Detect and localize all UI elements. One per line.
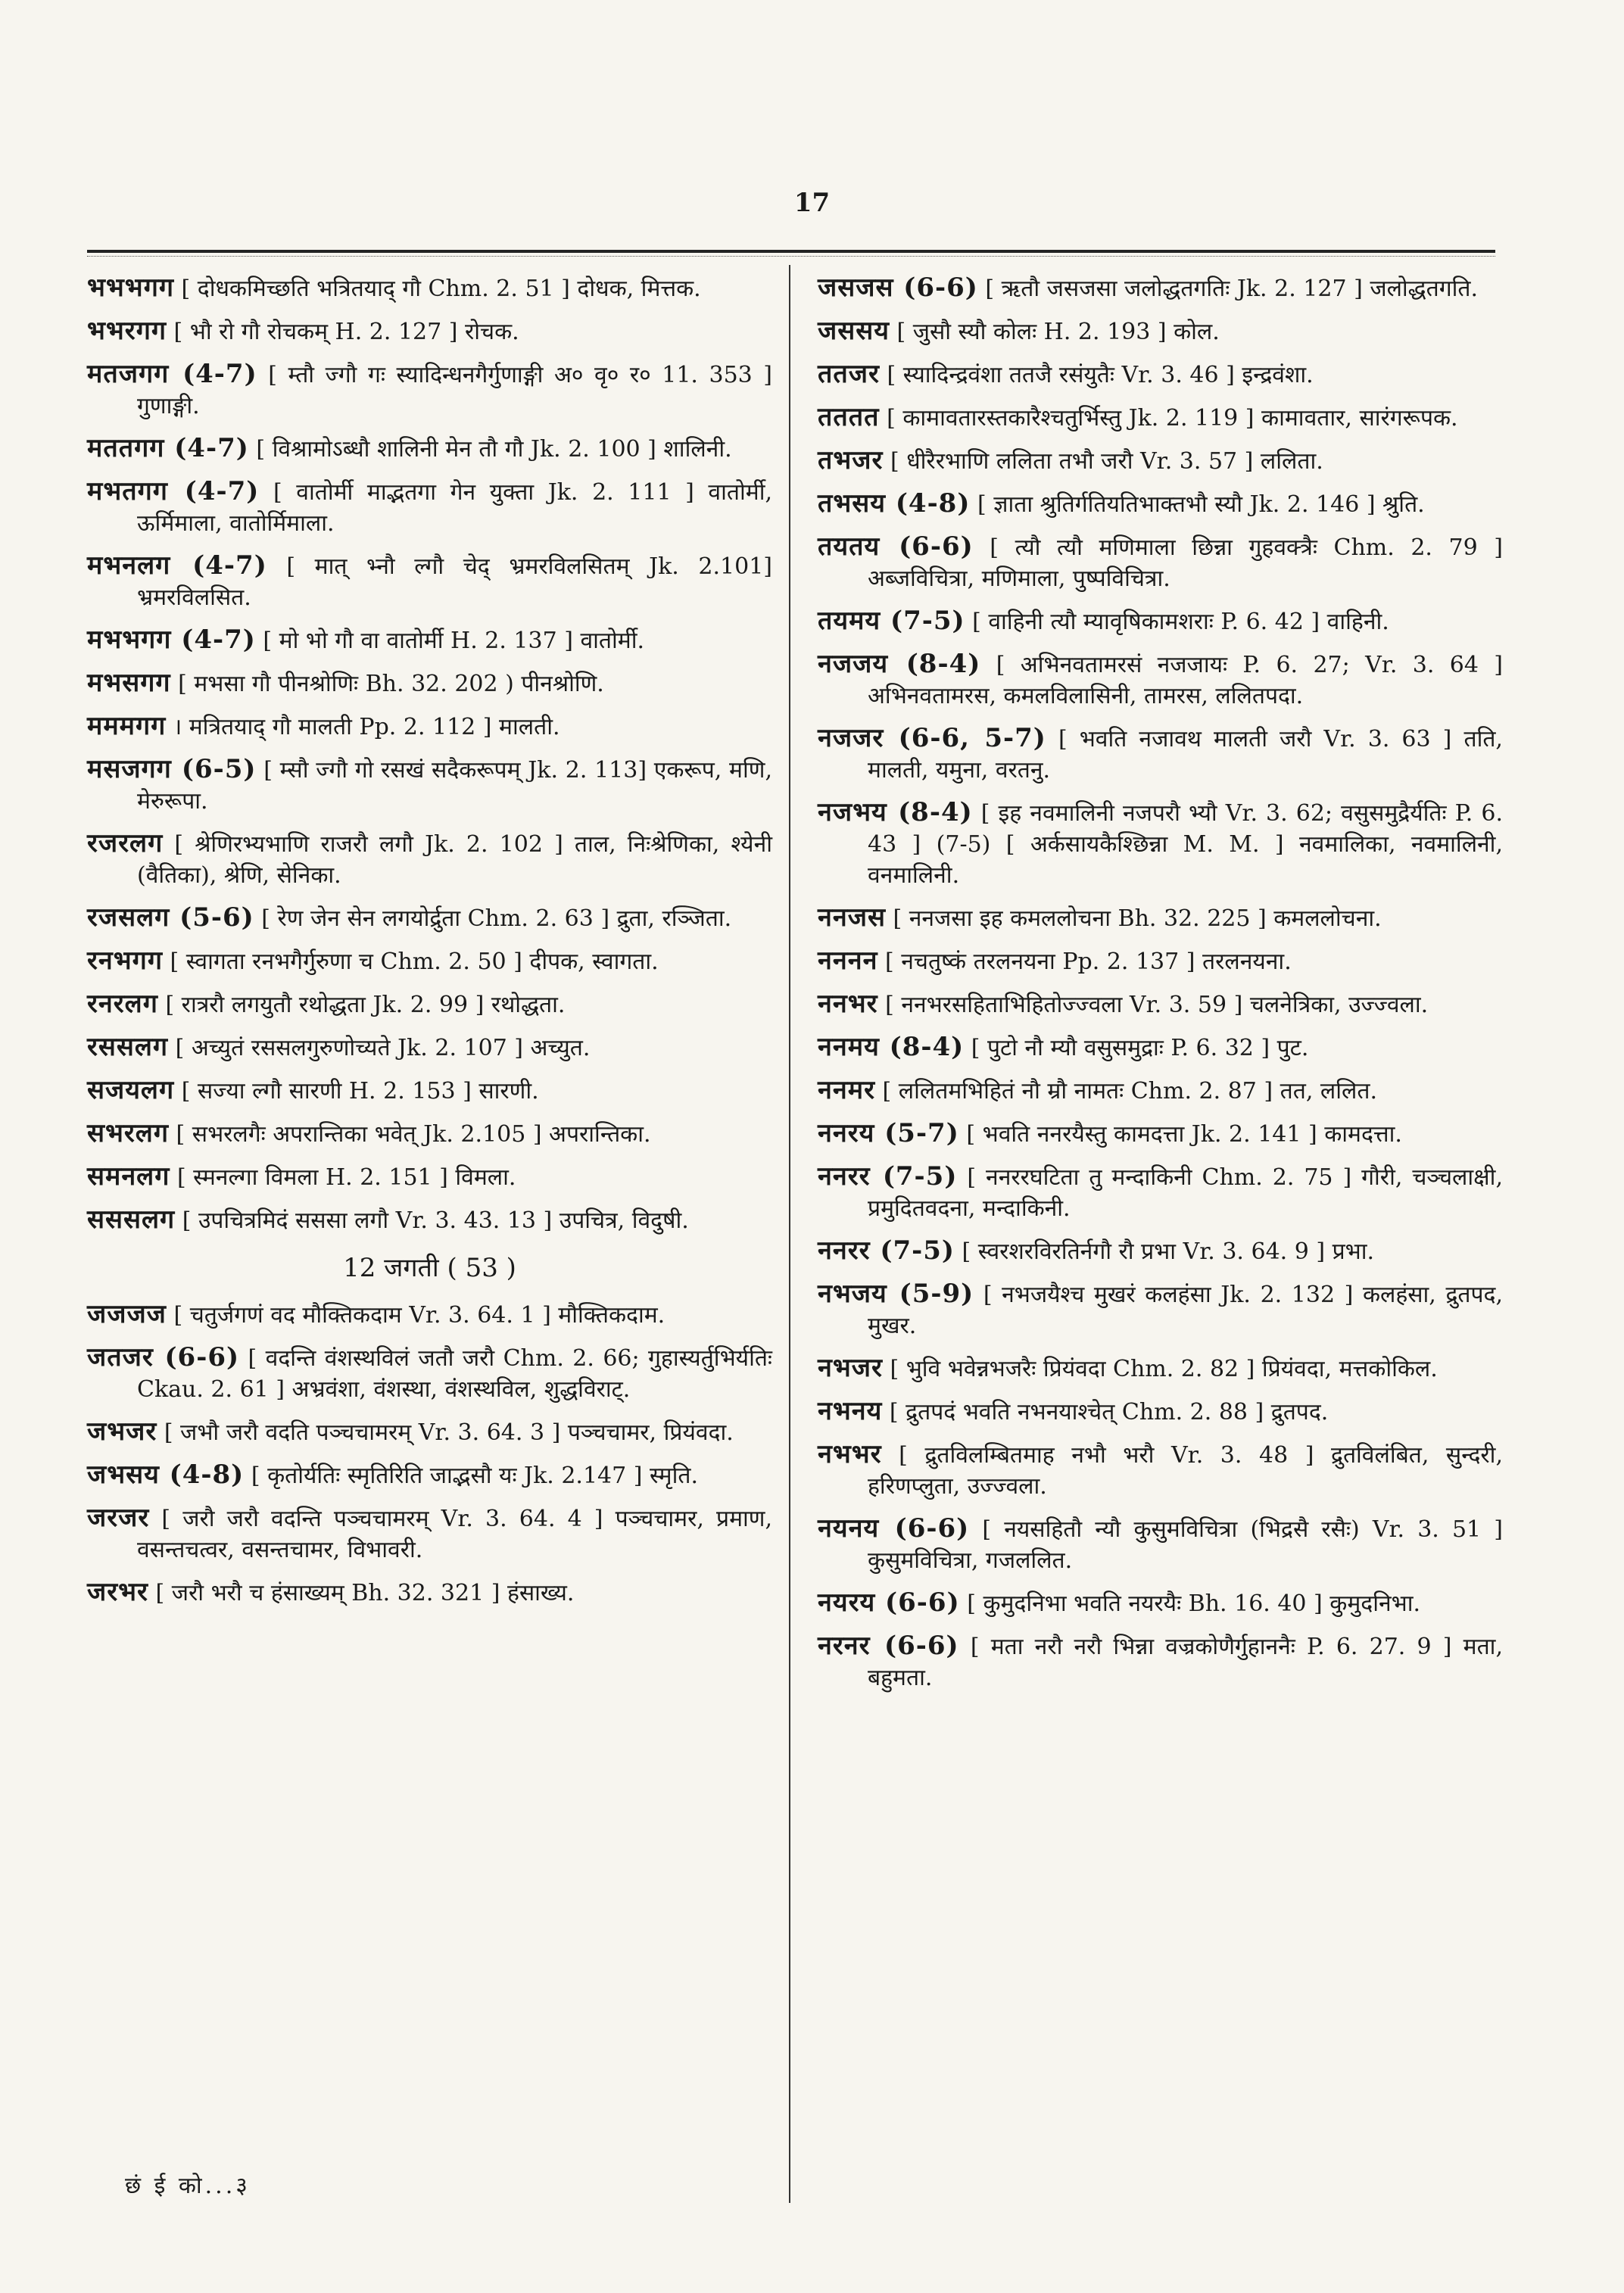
meter-pattern: नरनर (6-6) [818,1631,959,1661]
entry-text: [ रात्ररौ लगयुतौ रथोद्धता Jk. 2. 99 ] रथोद्धता. [165,992,566,1018]
entry-text: [ अभिनवतामरसं नजजायः P. 6. 27; Vr. 3. 64 ] अभिनवतामरस, कमलविलासिनी, तामरस, ललितपदा. [868,652,1503,709]
meter-pattern: नयनय (6-6) [818,1513,970,1544]
entry-text: [ नचतुष्कं तरलनयना Pp. 2. 137 ] तरलनयना. [885,949,1292,975]
meter-pattern: नजजर (6-6, 5-7) [818,723,1046,753]
entry-text: [ स्यादिन्द्रवंशा ततजै रसंयुतैः Vr. 3. 46 ] इन्द्रवंशा. [887,362,1314,388]
page-number: 17 [793,188,831,218]
meter-pattern: मसजगग (6-5) [87,754,257,784]
dictionary-entry [87,1161,772,1193]
meter-pattern: भभरगग [87,316,167,346]
dictionary-entry [87,668,772,699]
dictionary-entry [818,402,1503,434]
dictionary-entry [87,1204,772,1236]
entry-text: [ भौ रो गौ रोचकम् H. 2. 127 ] रोचक. [173,319,519,345]
meter-pattern: तयमय (7-5) [818,606,965,636]
dictionary-entry [87,316,772,347]
dictionary-entry [87,273,772,304]
meter-pattern: मममगग [87,711,167,741]
meter-pattern: नभनय [818,1396,883,1426]
dictionary-entry [818,488,1503,520]
meter-pattern: ननरर (7-5) [818,1235,955,1266]
entry-text: [ रेण जेन सेन लगयोर्द्रुता Chm. 2. 63 ] द्रुता, रञ्जिता. [261,905,732,932]
right-column [818,273,1503,1705]
meter-pattern: नभजय (5-9) [818,1279,974,1309]
meter-pattern: जभसय (4-8) [87,1460,245,1490]
dictionary-entry [87,1342,772,1405]
entry-text: [ ललितमभिहितं नौ म्रौ नामतः Chm. 2. 87 ] तत, ललित. [882,1078,1377,1104]
entry-text: [ विश्रामोऽब्धौ शालिनी मेन तौ गौ Jk. 2. 100 ] शालिनी. [256,436,732,463]
meter-pattern: रससलग [87,1032,169,1062]
meter-pattern: जभजर [87,1416,157,1447]
column-divider [789,265,790,2203]
dictionary-entry [87,1118,772,1150]
entry-text: [ धीरैरभाणि ललिता तभौ जरौ Vr. 3. 57 ] ललिता. [890,448,1323,475]
entry-text: [ पुटो नौ म्यौ वसुसमुद्राः P. 6. 32 ] पुट. [971,1035,1309,1061]
entry-text: [ म्तौ ज्गौ गः स्यादिन्धनगैर्गुणाङ्गी अ० वृ० र० 11. 353 ] गुणाङ्गी. [137,362,772,419]
meter-pattern: जरजर [87,1503,150,1533]
dictionary-entry [818,1396,1503,1428]
dictionary-entry [87,754,772,817]
entry-text: [ त्यौ त्यौ मणिमाला छिन्ना गुहवक्त्रैः Chm. 2. 79 ] अब्जविचित्रा, मणिमाला, पुष्पविचित्रा. [868,534,1503,592]
meter-pattern: ननजस [818,902,886,933]
dictionary-entry [87,711,772,743]
meter-pattern: तयतय (6-6) [818,531,974,562]
meter-pattern: मततगग (4-7) [87,433,249,463]
entry-text: [ वातोर्मी माद्भतगा गेन युक्ता Jk. 2. 111 ] वातोर्मी, ऊर्मिमाला, वातोर्मिमाला. [137,479,772,537]
left-column [87,273,772,1620]
entry-text: [ ननभरसहिताभिहितोज्ज्वला Vr. 3. 59 ] चलनेत्रिका, उज्ज्वला. [885,992,1429,1018]
entry-text: [ स्वरशरविरतिर्नगौ रौ प्रभा Vr. 3. 64. 9 ] प्रभा. [962,1238,1375,1265]
entry-text: [ ननजसा इह कमललोचना Bh. 32. 225 ] कमललोचना. [893,905,1382,932]
meter-pattern: तभसय (4-8) [818,488,971,519]
meter-pattern: रनभगग [87,946,163,976]
meter-pattern: रनरलग [87,989,158,1019]
dictionary-entry [818,1235,1503,1267]
meter-pattern: समनलग [87,1161,170,1192]
dictionary-entry [818,1631,1503,1693]
dictionary-entry [818,1587,1503,1619]
dictionary-entry [87,946,772,977]
meter-pattern: जसजस (6-6) [818,273,978,303]
dictionary-entry [818,1279,1503,1341]
dictionary-entry [87,989,772,1020]
meter-pattern: ननरय (5-7) [818,1118,959,1148]
dictionary-entry [87,1299,772,1331]
entry-text: [ वाहिनी त्यौ म्यावृषिकामशराः P. 6. 42 ] वाहिनी. [972,609,1389,635]
section-heading: 12 जगती ( 53 ) [343,1253,516,1283]
meter-pattern: भभभगग [87,273,174,303]
meter-pattern: जरभर [87,1577,148,1607]
meter-pattern: जससय [818,316,890,346]
entry-text: [ जरौ भरौ च हंसाख्यम् Bh. 32. 321 ] हंसाख्य. [155,1580,575,1606]
meter-pattern: मभनलग (4-7) [87,550,267,581]
dictionary-entry [87,1503,772,1566]
entry-text: [ म्सौ ज्गौ गो रसखं सदैकरूपम् Jk. 2. 113] एकरूप, मणि, मेरुरूपा. [137,757,772,815]
dictionary-entry [87,433,772,465]
entry-text: [ ननररघटिता तु मन्दाकिनी Chm. 2. 75 ] गौरी, चञ्चलाक्षी, प्रमुदितवदना, मन्दाकिनी. [868,1164,1503,1222]
meter-pattern: ततजर [818,359,880,389]
dictionary-entry [818,989,1503,1020]
entry-text: [ ज्ञाता श्रुतिर्गतियतिभाक्तभौ स्यौ Jk. 2. 146 ] श्रुति. [977,491,1425,518]
entry-text: [ चतुर्जगणं वद मौक्तिकदाम Vr. 3. 64. 1 ] मौक्तिकदाम. [173,1302,665,1329]
entry-text: [ सभरलगैः अपरान्तिका भवेत् Jk. 2.105 ] अपरान्तिका. [176,1121,651,1148]
dictionary-entry [818,1513,1503,1576]
meter-pattern: नजजय (8-4) [818,649,981,679]
header-rule-dotted [87,256,1495,257]
meter-pattern: ननभर [818,989,878,1019]
dictionary-entry [87,1032,772,1064]
entry-text: [ मो भो गौ वा वातोर्मी H. 2. 137 ] वातोर्मी. [263,628,645,654]
dictionary-entry [818,723,1503,786]
entry-text: [ स्मनल्गा विमला H. 2. 151 ] विमला. [176,1164,516,1191]
left-entries-2 [87,1299,772,1609]
dictionary-entry [818,1075,1503,1107]
entry-text: [ कामावतारस्तकारैश्चतुर्भिस्तु Jk. 2. 119 ] कामावतार, सारंगरूपक. [887,405,1458,431]
entry-text: [ नभजयैश्च मुखरं कलहंसा Jk. 2. 132 ] कलहंसा, द्रुतपद, मुखर. [868,1282,1503,1339]
dictionary-entry [818,606,1503,637]
entry-text: [ द्रुतपदं भवति नभनयाश्चेत् Chm. 2. 88 ] द्रुतपद. [889,1399,1329,1425]
meter-pattern: ननरर (7-5) [818,1161,958,1192]
meter-pattern: सससलग [87,1204,176,1235]
dictionary-entry [818,273,1503,304]
entry-text: [ मात् भ्नौ ल्गौ चेद् भ्रमरविलसितम् Jk. 2.101] भ्रमरविलसित. [137,553,772,611]
dictionary-entry [818,1353,1503,1385]
meter-pattern: तभजर [818,445,884,475]
entry-text: [ नयसहितौ न्यौ कुसुमविचित्रा (भिद्रसै रसैः) Vr. 3. 51 ] कुसुमविचित्रा, गजललित. [868,1516,1503,1574]
dictionary-entry [87,1460,772,1491]
dictionary-entry [818,902,1503,934]
dictionary-entry [87,1416,772,1448]
entry-text: [ स्वागता रनभगैर्गुरुणा च Chm. 2. 50 ] दीपक, स्वागता. [170,949,659,975]
entry-text: [ इह नवमालिनी नजपरौ भ्यौ Vr. 3. 62; वसुसमुद्रैर्यतिः P. 6. 43 ] (7-5) [ अर्कसायकैश्छिन्ना M. M. ] नवमालिका, नवमालिनी, वनमालिनी. [868,800,1503,889]
meter-pattern: तततत [818,402,880,432]
header-rule [87,250,1495,253]
dictionary-entry [87,476,772,539]
entry-text: [ वदन्ति वंशस्थविलं जतौ जरौ Chm. 2. 66; गुहास्यर्तुभिर्यतिः Ckau. 2. 61 ] अभ्रवंशा, वंशस्था, वंशस्थविल, शुद्धविराट्. [137,1345,772,1403]
dictionary-entry [818,1118,1503,1150]
entry-text: [ मता नरौ नरौ भिन्ना वज्रकोणैर्गुहाननैः P. 6. 27. 9 ] मता, बहुमता. [868,1634,1503,1691]
dictionary-entry [818,316,1503,347]
dictionary-entry [87,359,772,422]
meter-pattern: सभरलग [87,1118,169,1148]
meter-pattern: रजरलग [87,828,164,858]
meter-pattern: मभभगग (4-7) [87,625,256,655]
entry-text: [ भवति ननरयैस्तु कामदत्ता Jk. 2. 141 ] कामदत्ता. [966,1121,1402,1148]
meter-pattern: नननन [818,946,878,976]
entry-text: [ कृतोर्यतिः स्मृतिरिति जाद्भसौ यः Jk. 2.147 ] स्मृति. [251,1463,699,1489]
dictionary-entry [818,649,1503,712]
meter-pattern: मतजगग (4-7) [87,359,257,389]
entry-text: [ जुसौ स्यौ कोलः H. 2. 193 ] कोल. [896,319,1220,345]
entry-text: [ भुवि भवेन्नभजरैः प्रियंवदा Chm. 2. 82 ] प्रियंवदा, मत्तकोकिल. [890,1356,1438,1382]
dictionary-entry [818,359,1503,391]
entry-text: [ दोधकमिच्छति भत्रितयाद् गौ Chm. 2. 51 ] दोधक, मित्तक. [181,276,701,302]
entry-text: [ जरौ जरौ वदन्ति पञ्चचामरम् Vr. 3. 64. 4 ] पञ्चचामर, प्रमाण, वसन्तचत्वर, वसन्तचामर, विभावरी. [137,1506,772,1563]
meter-pattern: सजयलग [87,1075,175,1105]
left-entries [87,273,772,1236]
entry-text: । मत्रितयाद् गौ मालती Pp. 2. 112 ] मालती. [173,714,560,740]
meter-pattern: मभतगग (4-7) [87,476,260,506]
dictionary-entry [87,625,772,656]
entry-text: [ कुमुदनिभा भवति नयरयैः Bh. 16. 40 ] कुमुदनिभा. [967,1590,1421,1617]
dictionary-entry [818,1032,1503,1064]
dictionary-entry [87,902,772,934]
dictionary-entry [87,1075,772,1107]
meter-pattern: मभसगग [87,668,171,698]
meter-pattern: रजसलग (5-6) [87,902,254,933]
entry-text: [ श्रेणिरभ्यभाणि राजरौ लगौ Jk. 2. 102 ] ताल, निःश्रेणिका, श्येनी (वैतिका), श्रेणि, सेनिका. [137,831,772,889]
entry-text: [ अच्युतं रससलगुरुणोच्यते Jk. 2. 107 ] अच्युत. [175,1035,591,1061]
meter-pattern: नजभय (8-4) [818,797,973,827]
meter-pattern: जजजज [87,1299,167,1329]
dictionary-entry [818,1439,1503,1502]
dictionary-entry [818,797,1503,891]
dictionary-entry [818,946,1503,977]
dictionary-entry [818,531,1503,594]
right-entries [818,273,1503,1693]
entry-text: [ सज्या ल्गौ सारणी H. 2. 153 ] सारणी. [181,1078,539,1104]
meter-pattern: नभभर [818,1439,882,1469]
meter-pattern: ननमय (8-4) [818,1032,965,1062]
dictionary-entry [818,1161,1503,1224]
dictionary-entry [87,550,772,613]
dictionary-entry [87,1577,772,1609]
entry-text: [ ऋतौ जसजसा जलोद्धतगतिः Jk. 2. 127 ] जलोद्धतगति. [985,276,1479,302]
footer-signature: छं ई को...३ [125,2173,251,2199]
entry-text: [ जभौ जरौ वदति पञ्चचामरम् Vr. 3. 64. 3 ] पञ्चचामर, प्रियंवदा. [164,1419,734,1446]
entry-text: [ भवति नजावथ मालती जरौ Vr. 3. 63 ] तति, मालती, यमुना, वरतनु. [868,726,1503,784]
dictionary-entry [818,445,1503,477]
entry-text: [ द्रुतविलम्बितमाह नभौ भरौ Vr. 3. 48 ] द्रुतविलंबित, सुन्दरी, हरिणप्लुता, उज्ज्वला. [868,1442,1503,1500]
meter-pattern: नयरय (6-6) [818,1587,960,1618]
entry-text: [ उपचित्रमिदं सससा लगौ Vr. 3. 43. 13 ] उपचित्र, विदुषी. [182,1207,689,1234]
entry-text: [ मभसा गौ पीनश्रोणिः Bh. 32. 202 ) पीनश्रोणि. [178,671,604,697]
meter-pattern: ननमर [818,1075,875,1105]
meter-pattern: जतजर (6-6) [87,1342,240,1372]
dictionary-entry [87,828,772,891]
meter-pattern: नभजर [818,1353,883,1383]
